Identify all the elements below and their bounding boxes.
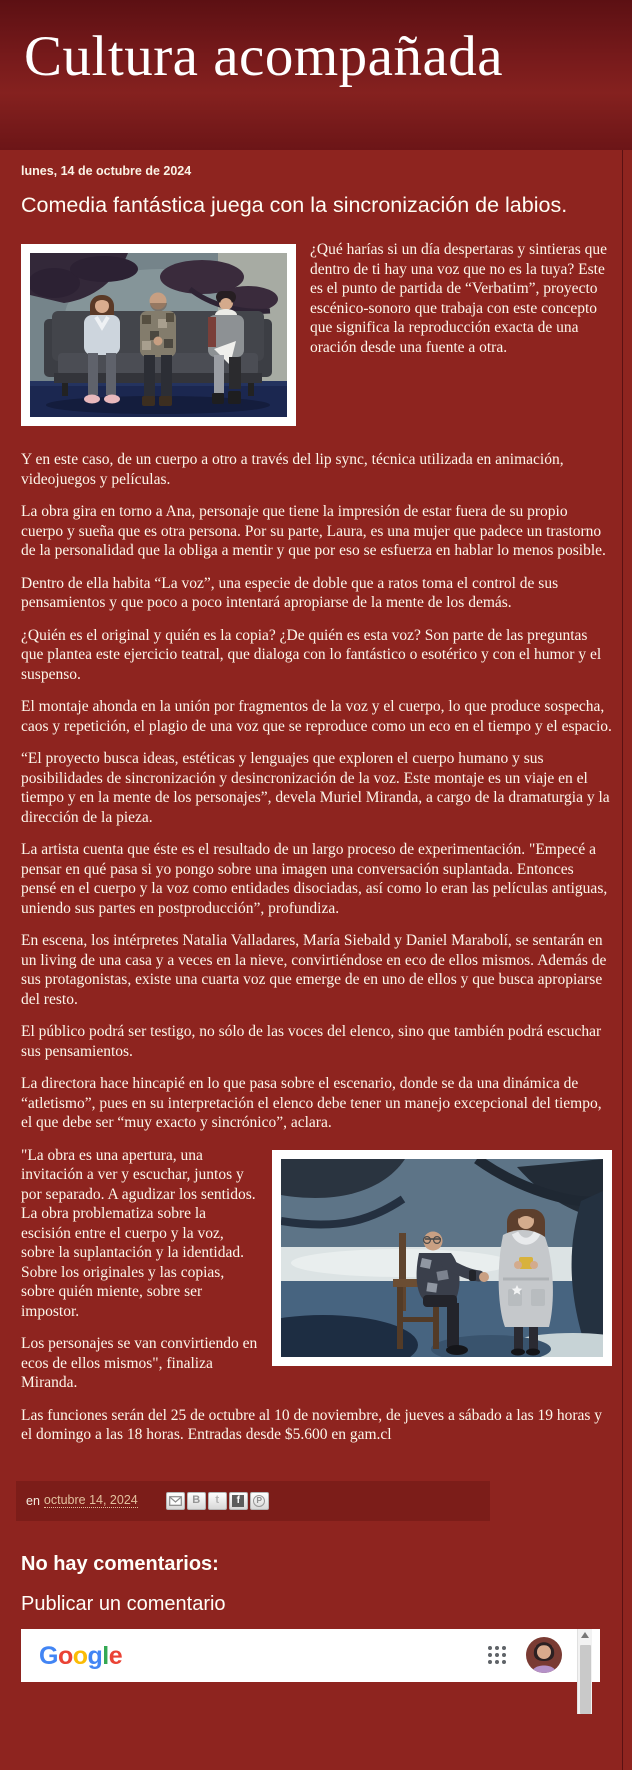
post-paragraph: “El proyecto busca ideas, estéticas y lenguajes que exploren el cuerpo humano y sus posibilidades de sincronización y desincronización de la voz. Este montaje es un viaje en el tiempo y en la mente de los personajes”, devela Muriel Miranda, a cargo de la dramaturgia y la dirección de la pieza. — [21, 750, 610, 826]
post-paragraph: Las funciones serán del 25 de octubre al 10 de noviembre, de jueves a sábado a las 19 horas y el domingo a las 18 horas. Entradas desde $5.600 en gam.cl — [21, 1406, 603, 1443]
scrollbar-thumb[interactable] — [580, 1645, 591, 1714]
blog-title: Cultura acompañada — [24, 25, 504, 88]
post-paragraph: "La obra es una apertura, una invitación a ver y escuchar, juntos y por separado. A agudizar los sentidos. La obra problematiza sobre la escisión entre el cuerpo y la voz, sobre la suplantación y la identidad. Sobre los originales y las copias, sobre quién miente, sobre ser impostor. — [21, 1146, 256, 1320]
post-paragraph: La obra gira en torno a Ana, personaje que tiene la impresión de estar fuera de su propio cuerpo y sueña que es otra persona. Por su parte, Laura, es una mujer que padece un trastorno de la personalidad que la obliga a mentir y que por eso se esfuerza en hablar lo menos posible. — [21, 503, 606, 559]
google-signin-bar — [21, 1629, 600, 1682]
user-avatar[interactable] — [526, 1637, 562, 1673]
post-image-couch[interactable] — [21, 244, 296, 426]
post-paragraph: ¿Qué harías si un día despertaras y sintieras que dentro de ti hay una voz que no es la tuya? Este es el punto de partida de “Verbatim”, proyecto escénico-sonoro que trabaja con este concepto que significa la reproducción exacta de una oración desde una fuente a otra. — [310, 241, 607, 356]
blog-header — [0, 0, 632, 150]
timestamp-link[interactable]: octubre 14, 2024 — [43, 1493, 138, 1507]
post-paragraph: Dentro de ella habita “La voz”, una especie de doble que a ratos toma el control de sus pensamientos y que poco a poco intentará apropiarse de la mente de los demás. — [21, 574, 559, 611]
post-paragraph: El público podrá ser testigo, no sólo de las voces del elenco, sino que también podrá escuchar sus pensamientos. — [21, 1023, 602, 1060]
google-logo[interactable]: Google — [39, 1641, 123, 1670]
scrollbar-up-arrow-icon[interactable] — [581, 1632, 589, 1638]
post-title: Comedia fantástica juega con la sincronización de labios. — [21, 193, 568, 217]
stage-photo-illustration — [281, 1159, 603, 1357]
share-buttons — [166, 1492, 269, 1510]
post-footer — [16, 1481, 490, 1521]
facebook-share-icon[interactable]: f — [229, 1492, 248, 1510]
post-paragraph: La artista cuenta que éste es el resultado de un largo proceso de experimentación. "Empecé a pensar en qué pasa si yo pongo sobre una imagen una conversación suplantada. Entonces pensé en el cuerpo y la voz como entidades disociadas, así como lo eran las películas antiguas, uniendo sus partes en postproducción”, profundiza. — [21, 841, 608, 917]
email-share-icon[interactable] — [166, 1492, 185, 1510]
google-apps-grid-icon[interactable] — [487, 1645, 507, 1665]
post-date-header: lunes, 14 de octubre de 2024 — [21, 164, 192, 178]
iframe-scrollbar[interactable] — [577, 1629, 592, 1714]
post-image-stage[interactable] — [272, 1150, 612, 1366]
post-paragraph: En escena, los intérpretes Natalia Valladares, María Siebald y Daniel Marabolí, se sentarán en un living de una casa y a veces en la nieve, convirtiéndose en eco de ellos mismos. Además de sus protagonistas, existe una cuarta voz que emerge de en uno de ellos y que busca apropiarse del resto. — [21, 932, 607, 1008]
pinterest-share-icon[interactable]: P — [250, 1492, 269, 1510]
blogger-share-icon[interactable]: B — [187, 1492, 206, 1510]
post-paragraph: La directora hace hincapié en lo que pasa sobre el escenario, donde se da una dinámica de “atletismo”, pues en su interpretación el elenco debe tener un manejo excepcional del tiempo, el que debe ser “muy exacto y sincrónico”, aclara. — [21, 1075, 602, 1131]
post-body — [21, 240, 612, 1445]
post-paragraph: Los personajes se van convirtiendo en ecos de ellos mismos", finaliza Miranda. — [21, 1335, 258, 1391]
publish-comment-link[interactable]: Publicar un comentario — [21, 1592, 226, 1615]
no-comments-heading: No hay comentarios: — [21, 1552, 219, 1575]
main-column — [0, 150, 623, 1770]
post-paragraph: ¿Quién es el original y quién es la copia? ¿De quién es esta voz? Son parte de las preguntas que plantea este ejercicio teatral, que dialoga con lo fantástico o esotérico y con el humor y el suspenso. — [21, 626, 602, 683]
post-paragraph: Y en este caso, de un cuerpo a otro a través del lip sync, técnica utilizada en animación, videojuegos y películas. — [21, 451, 564, 488]
couch-photo-illustration — [30, 253, 287, 417]
comment-editor-iframe — [21, 1629, 600, 1714]
timestamp-prefix: en — [26, 1493, 40, 1508]
twitter-share-icon[interactable]: t — [208, 1492, 227, 1510]
post-paragraph: El montaje ahonda en la unión por fragmentos de la voz y el cuerpo, lo que produce sospecha, caos y repetición, el plagio de una voz que se reproduce como un eco en el tiempo y el espacio. — [21, 698, 612, 735]
